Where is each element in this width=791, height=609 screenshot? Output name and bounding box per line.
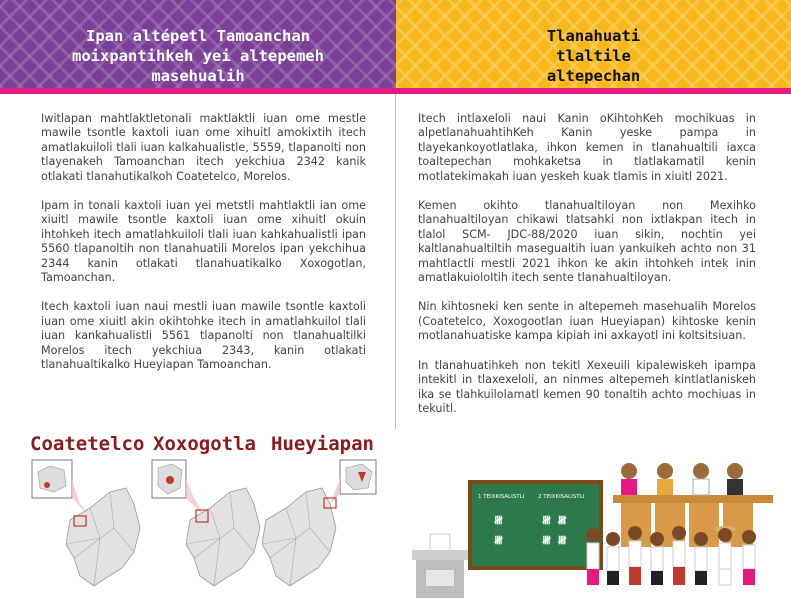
ballot-box-icon — [410, 530, 470, 600]
right-title: Tlanahuati tlaltile altepechan — [546, 27, 641, 85]
coatetelco-map — [30, 458, 145, 598]
community-people-illustration — [583, 455, 773, 603]
tally-mark: 𝍸 𝍸 — [542, 514, 567, 527]
tally-mark: 𝍸 — [494, 514, 503, 527]
paragraph: Ipam in tonali kaxtoli iuan yei metstli mahtlaktli ian ome xiuitl mawile tsontle kaxtoli iuan ome xihuitl okuin ihtohkeh itech amatlahkuiloli tlali iuan kahkahualistli ipan 5560 tlapanoltih non tlanahuatili Morelos ipan yekchihua 2344 kanin otlakati tlanahuatikalko Xoxogotlan, Tamoanchan. — [41, 199, 366, 285]
right-column — [418, 112, 756, 431]
location-marker — [166, 476, 174, 484]
town-xoxogotla: Xoxogotla — [153, 433, 256, 455]
paragraph: Kemen okihto tlanahualtiloyan non Mexihko tlanahualtiloyan chikawi tlatsahki non ixtlakpan itech in tlalol SCM- JDC-88/2020 iuan sikin, nochtin yei kaltlanahualtiltih masegualtih iuan yankuikeh achto non 31 mahtlactli mestli 2021 ihkon ke akin ihtohkeh intek inin amatlakuioloItih itech sente tlanahualtiloyan. — [418, 199, 756, 285]
town-coatetelco: Coatetelco — [30, 433, 145, 455]
tally-mark: 𝍸 𝍸 — [542, 534, 567, 547]
left-title: Ipan altépetl Tamoanchan moixpantihkeh yei altepemeh masehualih — [72, 27, 324, 85]
paragraph: In tlanahuatihkeh non tekitl Xexeuili kipalewiskeh ipampa intekitl in tlaxexeloli, an ninmes altepemeh kintlatlaniskeh ika se tlahkuilolamatl kemen 90 tonaltih achto mochiuas in tekuitl. — [418, 358, 756, 415]
left-column — [41, 112, 366, 388]
hueyiapan-map — [262, 458, 382, 598]
paragraph: Iwitlapan mahtlaktletonali maktlaktli iuan ome mestle mawile tsontle kaxtoli iuan ome xihuitl amokixtih itech amatlakuiloli tlali iuan kalkahualistle, 5559, tlapanolti non tlayenakeh Tamoanchan itech yekchiua 2342 kanik otlakati tlanahutikalkoh Coatetelco, Morelos. — [41, 112, 366, 183]
column-divider — [395, 94, 396, 429]
chalkboard-col1: 1 TEIXKISALISTLI — [478, 494, 525, 500]
town-hueyiapan: Hueyiapan — [271, 433, 374, 455]
xoxogotla-map — [150, 458, 265, 598]
header-left-banner — [0, 0, 396, 88]
paragraph: Itech kaxtoli iuan naui mestli iuan mawile tsontle kaxtoli iuan ome xiuitl akin okihtohke itech in amatlahkuilol tlali iuan kankahualistli 5561 tlapanolti non tlanahualtilki Morelos itech yekchiua 2343, kanin otlakati tlanahualtikalko Hueyiapan Tamoanchan. — [41, 300, 366, 372]
paragraph: Nin kihtosneki ken sente in altepemeh masehualih Morelos (Coatetelco, Xoxogootlan iuan Hueyiapan) kihtoske kenin motlanahuatiske kampa kipiah ini axkayotl ini koltsitsiuan. — [418, 300, 756, 343]
location-marker — [44, 482, 50, 488]
state-outline — [186, 488, 260, 586]
state-outline — [262, 488, 336, 586]
chalkboard-col2: 2 TEIXKISALISTLI — [538, 494, 585, 500]
header-right-banner — [396, 0, 791, 88]
tally-mark: 𝍸 — [494, 534, 503, 547]
paragraph: Itech intlaxeloli naui Kanin oKihtohKeh mochikuas in alpetlanahuahtihKeh Kanin yeske pampa in tlayekankoyotlatlaka, ihkon kemen in tlanahualtili iaxca toaltepechan mohkaketsa in tlatlakamatil kenin motlatekimakah iuan yeskeh kuak tlamis in xiuitl 2021. — [418, 112, 756, 183]
